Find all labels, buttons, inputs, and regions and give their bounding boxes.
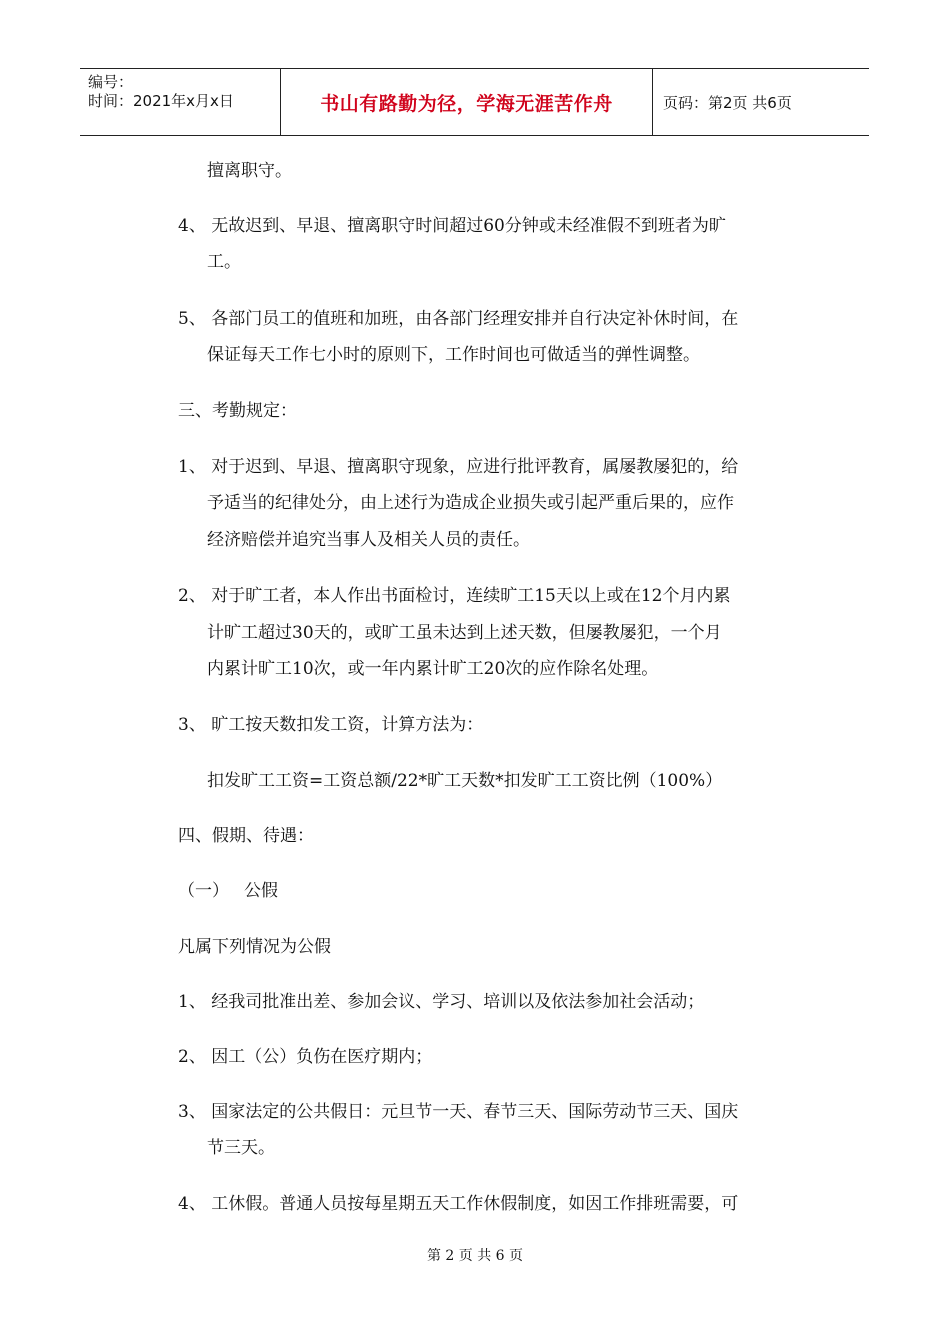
text-line: 1、 经我司批准出差、参加会议、学习、培训以及依法参加社会活动；: [178, 992, 705, 1012]
text-line: 4、 无故迟到、早退、擅离职守时间超过60分钟或未经准假不到班者为旷: [178, 216, 726, 236]
header-motto: 书山有路勤为径，学海无涯苦作舟: [281, 69, 653, 135]
doc-date-label: 时间：2021年x月x日: [88, 92, 234, 110]
text-line: 内累计旷工10次，或一年内累计旷工20次的应作除名处理。: [207, 659, 659, 679]
subsection-title: 公假: [244, 881, 278, 901]
text-line: 计旷工超过30天的，或旷工虽未达到上述天数，但屡教屡犯，一个月: [207, 623, 722, 643]
text-line: 擅离职守。: [207, 161, 292, 181]
text-line: 1、 对于迟到、早退、擅离职守现象，应进行批评教育，属屡教屡犯的，给: [178, 457, 739, 477]
page-footer: 第 2 页 共 6 页: [426, 1248, 524, 1264]
header-meta: [80, 69, 281, 135]
text-line: 经济赔偿并追究当事人及相关人员的责任。: [207, 530, 530, 550]
text-line: 3、 旷工按天数扣发工资，计算方法为：: [178, 715, 484, 735]
text-line: 凡属下列情况为公假: [178, 937, 331, 957]
formula-line: 扣发旷工工资=工资总额/22*旷工天数*扣发旷工工资比例（100%）: [207, 771, 723, 791]
header-page-label: 页码：第2页 共6页: [663, 93, 792, 112]
text-line: 2、 对于旷工者，本人作出书面检讨，连续旷工15天以上或在12个月内累: [178, 586, 731, 606]
page-header: [80, 68, 869, 136]
subsection-number: （一）: [178, 881, 229, 901]
doc-number-label: 编号：: [88, 73, 134, 91]
text-line: 工。: [207, 252, 241, 272]
text-line: 5、 各部门员工的值班和加班，由各部门经理安排并自行决定补休时间，在: [178, 309, 739, 329]
section-heading: 四、假期、待遇：: [178, 826, 314, 846]
text-line: 2、 因工（公）负伤在医疗期内；: [178, 1047, 433, 1067]
text-line: 4、 工休假。普通人员按每星期五天工作休假制度，如因工作排班需要，可: [178, 1194, 739, 1214]
section-heading: 三、考勤规定：: [178, 401, 297, 421]
text-line: 节三天。: [207, 1138, 275, 1158]
text-line: 保证每天工作七小时的原则下，工作时间也可做适当的弹性调整。: [207, 345, 700, 365]
text-line: 予适当的纪律处分，由上述行为造成企业损失或引起严重后果的，应作: [207, 493, 734, 513]
text-line: 3、 国家法定的公共假日：元旦节一天、春节三天、国际劳动节三天、国庆: [178, 1102, 739, 1122]
